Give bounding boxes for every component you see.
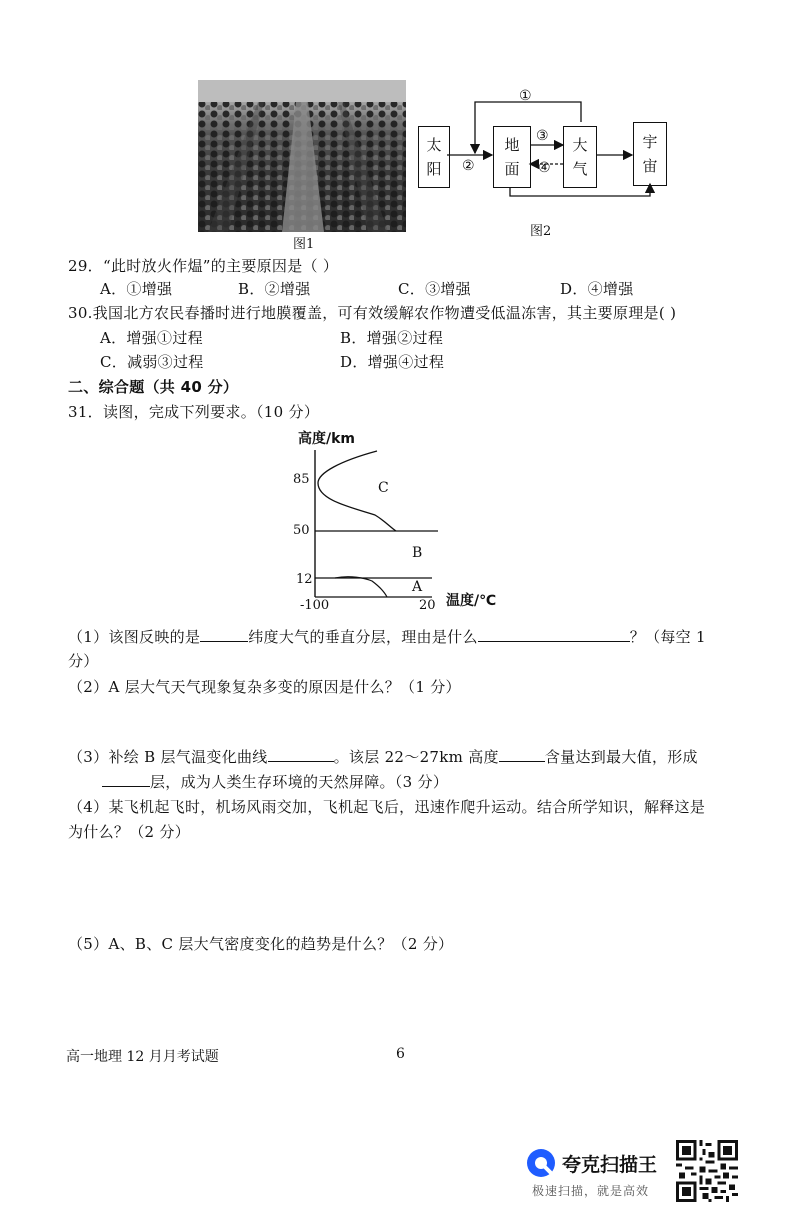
scanner-brand [526,1146,676,1202]
q30-option-b: B．增强②过程 [340,329,444,347]
layer-c-label: C [378,480,389,496]
footer-title: 高一地理 12 月月考试题 [66,1049,219,1065]
blank-5[interactable] [102,772,150,787]
page-number: 6 [396,1046,405,1062]
ytick-12: 12 [296,572,313,587]
q31-sub2: （2）A 层大气天气现象复杂多变的原因是什么？（1 分） [68,678,461,696]
blank-3[interactable] [268,747,334,762]
box-ground: 地 面 [493,126,531,188]
q31-sub3-cont: 层，成为人类生存环境的天然屏障。（3 分） [102,771,448,792]
figure2-caption: 图2 [530,224,552,239]
q29-option-d: D．④增强 [560,280,634,298]
chart-ylabel: 高度/km [298,431,356,447]
q30-option-d: D．增强④过程 [340,353,445,371]
figure1-caption: 图1 [293,237,315,252]
marker-3: ③ [536,128,549,144]
q31-sub5: （5）A、B、C 层大气密度变化的趋势是什么？（2 分） [68,935,454,953]
ytick-50: 50 [293,523,310,538]
box-space: 宇 宙 [633,122,667,186]
curve-a [335,577,387,597]
marker-1: ① [519,88,532,104]
q31-stem: 31．读图，完成下列要求。（10 分） [68,403,320,421]
q30-option-a: A．增强①过程 [100,329,203,347]
q31-sub1: （1）该图反映的是 纬度大气的垂直分层，理由是什么 ？（每空 1 [68,628,706,646]
ytick-85: 85 [293,472,310,487]
qr-code-icon [676,1140,738,1202]
brand-logo-icon [526,1148,556,1178]
q30-stem: 30.我国北方农民春播时进行地膜覆盖，可有效缓解农作物遭受低温冻害，其主要原理是( ) [68,304,677,322]
q31-sub1-cont: 分） [68,652,99,670]
layer-a-label: A [412,579,423,595]
q29-option-c: C．③增强 [398,280,471,298]
box-atmosphere: 大 气 [563,126,597,188]
field-photo [198,80,406,232]
marker-2: ② [462,158,475,174]
layer-b-label: B [412,545,423,561]
blank-4[interactable] [499,747,545,762]
chart-xlabel: 温度/℃ [446,593,497,609]
q31-sub3: （3）补绘 B 层气温变化曲线 。该层 22～27km 高度 含量达到最大值，形成 [68,748,698,766]
q29-stem: 29．“此时放火作煴”的主要原因是（ ） [68,257,339,275]
q31-sub4-cont: 为什么？（2 分） [68,823,191,841]
xtick-neg100: -100 [300,598,330,613]
brand-name: 夸克扫描王 [562,1154,658,1176]
blank-1[interactable] [200,627,248,642]
section-2-heading: 二、综合题（共 40 分） [68,378,239,396]
q30-option-c: C．减弱③过程 [100,353,204,371]
brand-slogan: 极速扫描，就是高效 [532,1184,650,1198]
box-sun: 太 阳 [418,126,450,188]
xtick-20: 20 [419,598,436,613]
q29-option-a: A．①增强 [100,280,173,298]
marker-4: ④ [538,160,551,176]
atmosphere-layer-chart [280,445,520,605]
blank-2[interactable] [478,627,630,642]
q31-sub4: （4）某飞机起飞时，机场风雨交加，飞机起飞后，迅速作爬升运动。结合所学知识，解释这是 [68,798,706,816]
q29-option-b: B．②增强 [238,280,311,298]
